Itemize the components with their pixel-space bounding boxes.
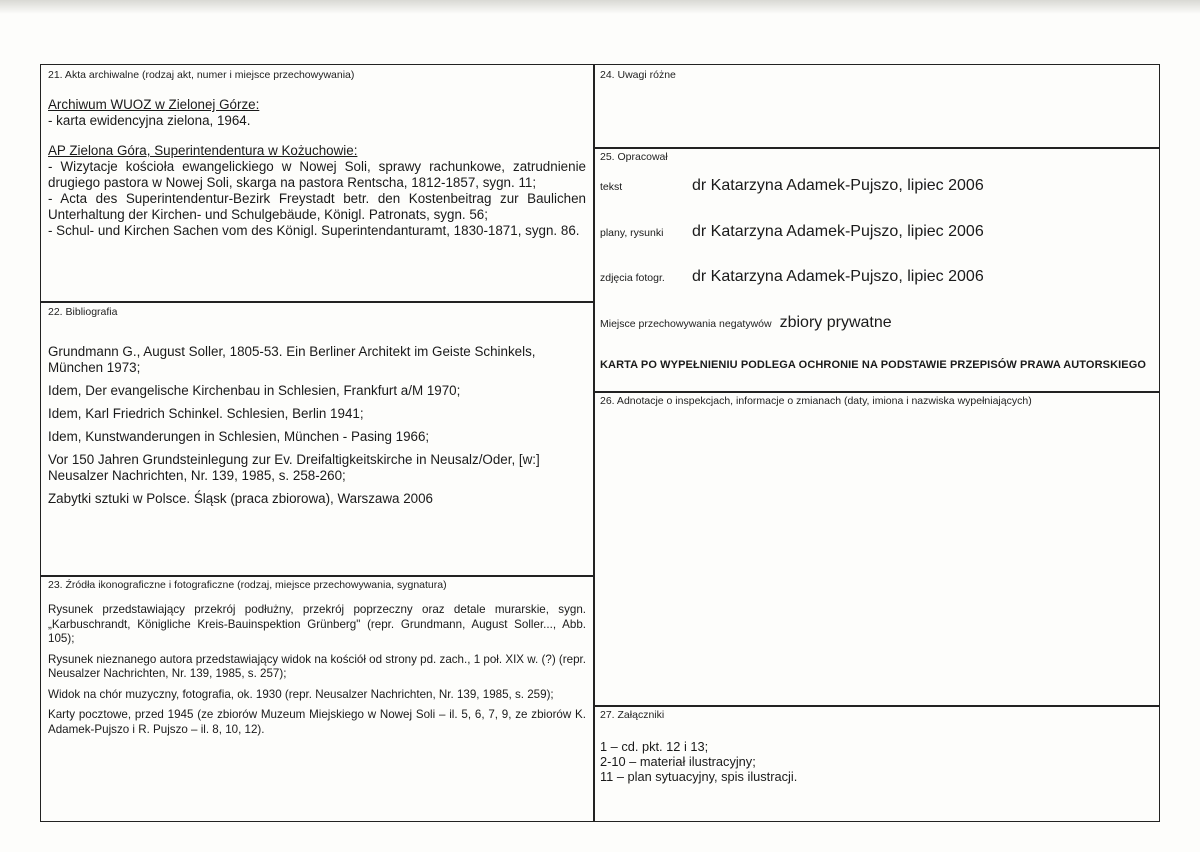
section-25-label: 25. Opracował [600,151,668,163]
section-26-annotations [600,395,1152,407]
attachment-item: 1 – cd. pkt. 12 i 13; [600,739,709,754]
negatives-value: zbiory prywatne [779,314,892,331]
archive-heading-wuoz: Archiwum WUOZ w Zielonej Górze: [48,97,260,112]
bibliography-item: Idem, Kunstwanderungen in Schlesien, München - Pasing 1966; [48,429,430,444]
row-label: tekst [600,181,623,193]
row-value: dr Katarzyna Adamek-Pujszo, lipiec 2006 [692,223,984,240]
prepared-row-drawings [600,223,984,241]
column-divider [593,65,595,821]
prepared-row-text [600,177,984,195]
negatives-label: Miejsce przechowywania negatywów [600,318,772,330]
negatives-location-row [600,314,892,332]
section-23-iconography [48,579,586,737]
iconography-item: Rysunek nieznanego autora przedstawiający widok na kościół od strony pd. zach., 1 poł. XIX w. (?) (repr. Neusalzer Nachrichten, Nr. 139, 1985, s. 257); [48,652,586,680]
divider-24-25 [593,147,1160,149]
prepared-row-photos [600,268,984,286]
archive-line-wuoz: - karta ewidencyjna zielona, 1964. [48,113,251,128]
divider-26-27 [593,705,1160,707]
bibliography-item: Vor 150 Jahren Grundsteinlegung zur Ev. Dreifaltigkeitskirche in Neusalz/Oder, [w:] Neusalzer Nachrichten, Nr. 139, 1985, s. 258-260; [48,452,540,483]
section-22-label: 22. Bibliografia [48,306,118,318]
iconography-item: Widok na chór muzyczny, fotografia, ok. 1930 (repr. Neusalzer Nachrichten, Nr. 139, 1985, s. 259); [48,687,554,701]
section-24-remarks [600,69,1152,81]
section-27-attachments [600,709,1152,784]
row-value: dr Katarzyna Adamek-Pujszo, lipiec 2006 [692,177,984,194]
section-26-label: 26. Adnotacje o inspekcjach, informacje o zmianach (daty, imiona i nazwiska wypełniających) [600,395,1032,407]
divider-21-22 [41,301,593,303]
archive-heading-ap: AP Zielona Góra, Superintendentura w Kożuchowie: [48,143,358,158]
section-27-label: 27. Załączniki [600,709,665,721]
bibliography-item: Grundmann G., August Soller, 1805-53. Ein Berliner Architekt im Geiste Schinkels, München 1973; [48,344,536,375]
section-25-prepared-by [600,151,1152,389]
attachment-item: 11 – plan sytuacyjny, spis ilustracji. [600,769,798,784]
bibliography-item: Idem, Der evangelische Kirchenbau in Schlesien, Frankfurt a/M 1970; [48,383,461,398]
row-label: zdjęcia fotogr. [600,272,665,284]
archive-item: - Acta des Superintendentur-Bezirk Freystadt betr. den Kostenbeitrag zur Baulichen Unterhaltung der Kirchen- und Schulgebäude, Königl. Patronats, sygn. 56; [48,191,586,222]
bibliography-item: Idem, Karl Friedrich Schinkel. Schlesien, Berlin 1941; [48,406,364,421]
section-22-bibliography [48,306,586,507]
iconography-item: Karty pocztowe, przed 1945 (ze zbiorów Muzeum Miejskiego w Nowej Soli – il. 5, 6, 7, 9, ze zbiorów K. Adamek-Pujszo i R. Pujszo – il. 8, 10, 12). [48,708,586,736]
section-24-label: 24. Uwagi różne [600,69,676,81]
scan-shadow-edge [0,0,1200,14]
row-value: dr Katarzyna Adamek-Pujszo, lipiec 2006 [692,268,984,285]
row-label: plany, rysunki [600,227,664,239]
attachment-item: 2-10 – materiał ilustracyjny; [600,754,756,769]
record-card [40,64,1160,822]
archive-item: - Schul- und Kirchen Sachen vom des Königl. Superintendanturamt, 1830-1871, sygn. 86. [48,223,580,238]
section-23-label: 23. Źródła ikonograficzne i fotograficzne (rodzaj, miejsce przechowywania, sygnatura) [48,579,447,591]
divider-22-23 [41,575,593,577]
section-21-label: 21. Akta archiwalne (rodzaj akt, numer i miejsce przechowywania) [48,69,355,81]
iconography-item: Rysunek przedstawiający przekrój podłużny, przekrój poprzeczny oraz detale murarskie, sygn. „Karbuschrandt, Königliche Kreis-Bauinspektion Grünberg" (repr. Grundmann, August Soller..., Abb. 105); [48,603,586,645]
bibliography-item: Zabytki sztuki w Polsce. Śląsk (praca zbiorowa), Warszawa 2006 [48,491,433,506]
archive-item: - Wizytacje kościoła ewangelickiego w Nowej Soli, sprawy rachunkowe, zatrudnienie drugiego pastora w Nowej Soli, skarga na pastora Rentscha, 1812-1857, sygn. 11; [48,159,586,190]
section-21-archives [48,69,586,239]
copyright-notice: KARTA PO WYPEŁNIENIU PODLEGA OCHRONIE NA PODSTAWIE PRZEPISÓW PRAWA AUTORSKIEGO [600,359,1147,371]
divider-25-26 [593,391,1160,393]
